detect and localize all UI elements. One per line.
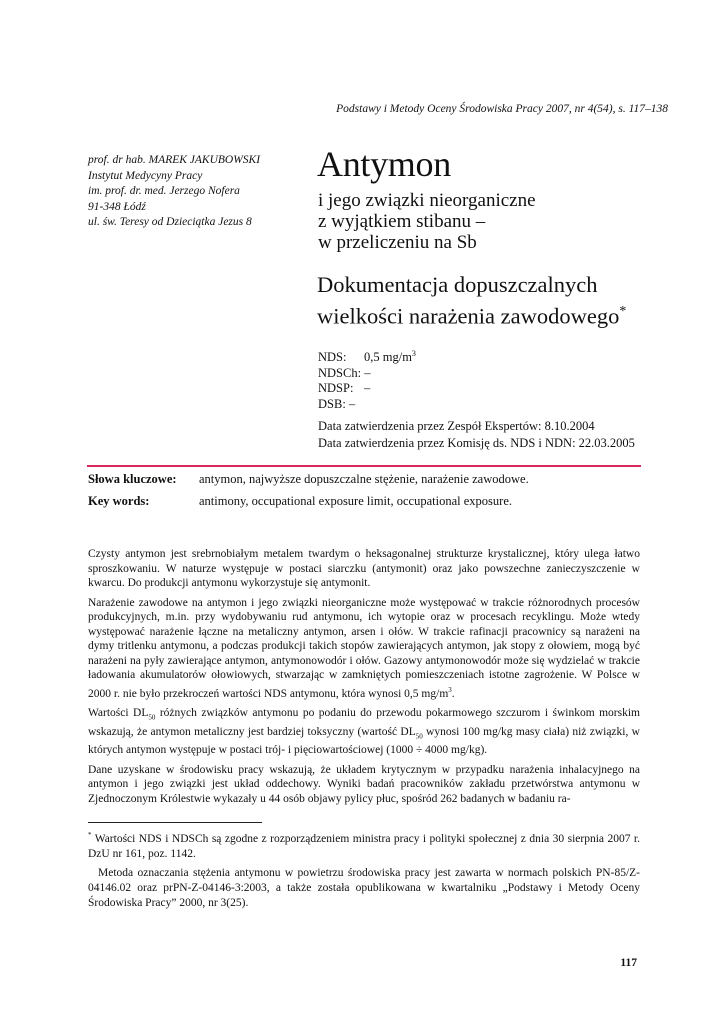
keywords-pl-label: Słowa kluczowe: — [88, 472, 177, 486]
keywords-en-label: Key words: — [88, 494, 150, 508]
ndsp-value: – — [364, 381, 371, 396]
section-divider — [87, 465, 641, 467]
page-subtitle — [318, 190, 536, 253]
date-experts: Data zatwierdzenia przez Zespół Ekspertów: 8.10.2004 — [318, 419, 595, 433]
doc-title-line-1: Dokumentacja dopuszczalnych — [317, 272, 598, 297]
page-number: 117 — [620, 957, 637, 969]
nds-label: NDS: — [318, 350, 347, 365]
doc-title-line-2 — [317, 298, 626, 330]
footnotes — [88, 828, 640, 915]
subtitle-line-2: z wyjątkiem stibanu – — [318, 211, 486, 232]
paragraph-3-a: Wartości DL — [88, 706, 149, 719]
approval-dates — [318, 418, 635, 451]
paragraph-1: Czysty antymon jest srebrnobiałym metalem twardym o heksagonalnej strukturze krystalicznej, który ulega łatwo sproszkowaniu. W naturze występuje w postaci siarczku (antymonit) oraz jako powszechne zanieczyszczenie w kwarcu. Do produkcji antymonu wykorzystuje się antymonit. — [88, 548, 640, 589]
paragraph-3-sub-2: 50 — [415, 731, 423, 740]
author-name: prof. dr hab. MAREK JAKUBOWSKI — [88, 154, 261, 166]
footnote-1 — [88, 828, 640, 862]
keywords-english — [88, 494, 512, 509]
author-street: ul. św. Teresy od Dzieciątka Jezus 8 — [88, 216, 252, 228]
paragraph-3-c: wynosi 100 mg/kg masy ciała) niż związki, w których antymon występuje w postaci trój- i pięciowartościowej (1000 ÷ 4000 mg/kg). — [88, 725, 640, 757]
limit-nds — [318, 346, 416, 366]
author-institute-name: im. prof. dr. med. Jerzego Nofera — [88, 185, 240, 197]
footnote-1-text: Wartości NDS i NDSCh są zgodne z rozporządzeniem ministra pracy i polityki społecznej z dnia 30 sierpnia 2007 r. DzU nr 161, poz. 1142. — [88, 832, 640, 860]
author-institute: Instytut Medycyny Pracy — [88, 169, 203, 182]
document-title — [317, 271, 626, 330]
footnote-2: Metoda oznaczania stężenia antymonu w powietrzu środowiska pracy jest zawarta w normach polskich PN-85/Z-04146.02 oraz prPN-Z-04146-3:2003, a także została opublikowana w kwartalniku „Podstawy i Metody Oceny Środowiska Pracy” 2000, nr 3(25). — [88, 866, 640, 909]
paragraph-2-exponent: 3 — [448, 685, 452, 694]
paragraph-2-text: Narażenie zawodowe na antymon i jego związki nieorganiczne może występować w trakcie różnorodnych procesów produkcyjnych, m.in. przy wydobywaniu rud antymonu, ich wytopie oraz w procesach recyklingu. Może wtedy występować narażenie łączne na metaliczny antymon, arsen i ołów. W trakcie rafinacji pracownicy są narażeni na dymy tritlenku antymonu, a podczas produkcji takich stopów zawierających antymon, jak stopy z ołowiem, mogą być narażeni na pyły zawierające antymon, antymonowodór i ołów. Gazowy antymonowodór może się wydzielać w trakcie ładowania akumulatorów ołowiowych, stwarzając w zamkniętych pomieszczeniach istotne zagrożenie. W Polsce w 2000 r. nie było przekroczeń wartości NDS antymonu, która wynosi 0,5 mg/m — [88, 596, 640, 700]
author-block — [88, 153, 260, 231]
keywords-pl-value: antymon, najwyższe dopuszczalne stężenie, narażenie zawodowe. — [199, 472, 529, 486]
body-text — [88, 547, 640, 811]
author-postcode: 91-348 Łódź — [88, 200, 146, 213]
paragraph-2 — [88, 596, 640, 701]
paragraph-4: Dane uzyskane w środowisku pracy wskazują, że układem krytycznym w przypadku narażenia inhalacyjnego na antymon i jego związki jest układ oddechowy. Wyniki badań pracowników zakładu przetwórstwa antymonu w Zjednoczonym Królestwie wykazały u 44 osób objawy pylicy płuc, spośród 262 badanych w badaniu ra- — [88, 763, 640, 805]
keywords-polish — [88, 472, 529, 487]
subtitle-line-3: w przeliczeniu na Sb — [318, 232, 477, 253]
limit-ndsch: NDSCh: – — [318, 365, 371, 380]
journal-reference: Podstawy i Metody Oceny Środowiska Pracy 2007, nr 4(54), s. 117–138 — [336, 103, 668, 115]
footnote-marker: * — [619, 304, 627, 319]
footnote-divider — [88, 822, 262, 823]
paragraph-2-end: . — [451, 687, 455, 700]
page-title: Antymon — [317, 144, 451, 184]
date-commission: Data zatwierdzenia przez Komisję ds. NDS i NDN: 22.03.2005 — [318, 435, 635, 450]
footnote-1-marker: * — [88, 831, 92, 839]
subtitle-line-1: i jego związki nieorganiczne — [318, 190, 536, 211]
limit-ndsp — [318, 381, 416, 397]
nds-exponent: 3 — [411, 349, 416, 358]
nds-value: 0,5 mg/m — [364, 350, 412, 365]
exposure-limits — [318, 346, 416, 412]
keywords-en-value: antimony, occupational exposure limit, occupational exposure. — [199, 494, 512, 508]
paragraph-3-b: różnych związków antymonu po podaniu do przewodu pokarmowego szczurom i świnkom morskim wskazują, że antymon metaliczny jest bardziej toksyczny (wartość DL — [88, 706, 640, 738]
ndsp-label: NDSP: — [318, 381, 354, 396]
paragraph-3-sub-1: 50 — [148, 713, 156, 722]
doc-title-line-2-text: wielkości narażenia zawodowego — [317, 303, 620, 329]
paragraph-3 — [88, 706, 640, 758]
limit-dsb: DSB: – — [318, 396, 356, 411]
